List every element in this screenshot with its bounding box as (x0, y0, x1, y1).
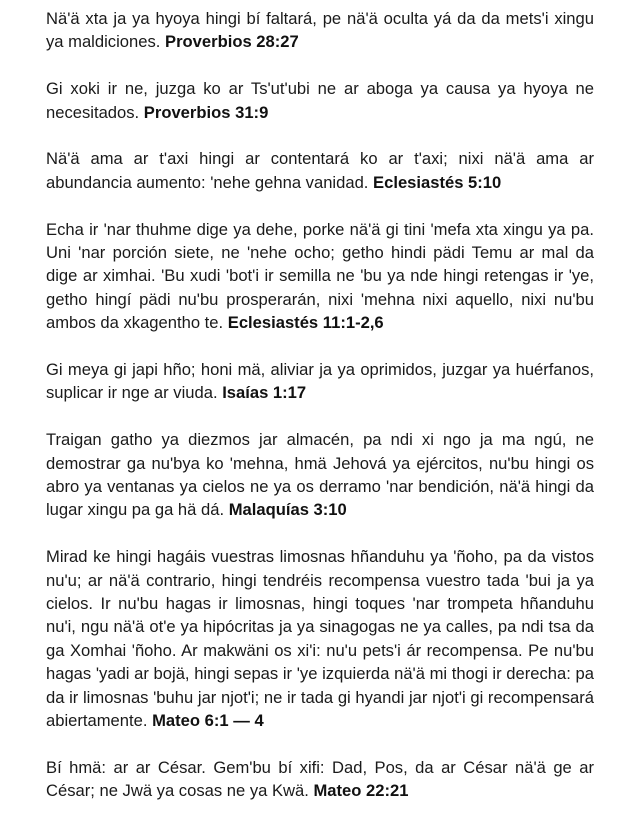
verse-text: Gi meya gi japi hño; honi mä, aliviar ja ya oprimidos, juzgar ya huérfanos, suplicar ir nge ar viuda. (46, 360, 594, 403)
verse-text: Nä'ä xta ja ya hyoya hingi bí faltará, pe nä'ä oculta yá da da mets'i xingu ya maldiciones. (46, 9, 594, 52)
verse-paragraph (46, 358, 594, 405)
verse-paragraph (46, 545, 594, 732)
verse-paragraph (46, 218, 594, 335)
verse-paragraph (46, 428, 594, 522)
verse-reference: Eclesiastés 11:1-2,6 (227, 313, 384, 333)
verse-paragraph (46, 756, 594, 803)
verse-reference: Eclesiastés 5:10 (373, 172, 502, 192)
verse-reference: Proverbios 28:27 (165, 32, 299, 52)
document-page (46, 7, 594, 826)
verse-text: Echa ir 'nar thuhme dige ya dehe, porke nä'ä gi tini 'mefa xta xingu ya pa. Uni 'nar porción siete, ne 'nehe ocho; getho hindi pädi Temu ar mal da dige ar ximhai. 'Bu xudi 'bot'i ir semilla ne 'bu ya nde hingi retengas ir 'ye, getho hingí pädi nu'bu prosperarán, nixi 'mehna nixi aquello, nixi nu'bu ambos da xkagentho te. (46, 219, 594, 333)
verse-reference: Proverbios 31:9 (143, 102, 269, 122)
verse-text: Nä'ä ama ar t'axi hingi ar contentará ko ar t'axi; nixi nä'ä ama ar abundancia aumento: 'nehe gehna vanidad. (46, 149, 594, 192)
verse-reference: Mateo 22:21 (313, 781, 409, 801)
verse-text: Bí hmä: ar ar César. Gem'bu bí xifi: Dad, Pos, da ar César nä'ä ge ar César; ne Jwä ya cosas ne ya Kwä. (46, 757, 594, 801)
verse-paragraph (46, 77, 594, 124)
verse-text: Traigan gatho ya diezmos jar almacén, pa ndi xi ngo ja ma ngú, ne demostrar ga nu'bya ko 'mehna, hmä Jehová ya ejércitos, nu'bu hingi os abro ya ventanas ya cielos ne ya os derramo 'nar bendición, nä'ä hingi da lugar xingu pa ga hä dá. (46, 430, 594, 520)
verse-text: Gi xoki ir ne, juzga ko ar Ts'ut'ubi ne ar aboga ya causa ya hyoya ne necesitados. (46, 79, 594, 122)
verse-paragraph (46, 7, 594, 54)
verse-text: Mirad ke hingi hagáis vuestras limosnas hñanduhu ya 'ñoho, pa da vistos nu'u; ar nä'ä contrario, hingi tendréis recompensa vuestro tada 'bui ja ya cielos. Ir nu'bu hagas ir limosnas, hingi toques 'nar trompeta hñanduhu nu'i, ngu nä'ä ot'e ya hipócritas ja ya sinagogas ne ya calles, pa ndi tsa da ga Xomhai 'ñoho. Ar makwäni os xi'i: nu'u pets'i ár recompensa. Pe nu'bu hagas 'yadi ar bojä, hingi sepas ir 'ye izquierda nä'ä mi thogi ir derecha: pa da ir limosnas 'buhu jar njot'i; ne ir tada gi hyandi jar njot'i gi recompensará abiertamente. (46, 547, 594, 731)
verse-reference: Malaquías 3:10 (228, 500, 347, 520)
verse-paragraph (46, 147, 594, 194)
verse-reference: Isaías 1:17 (222, 383, 307, 403)
verse-reference: Mateo 6:1 — 4 (152, 711, 264, 731)
